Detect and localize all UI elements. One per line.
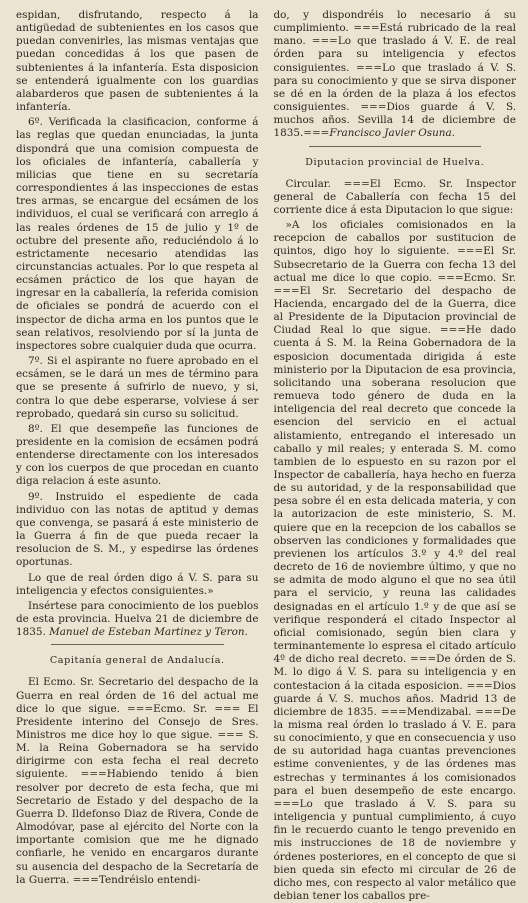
publication-note [16, 600, 259, 639]
two-column-body [16, 9, 516, 902]
circular-body: »A los oficiales comisionados en la recepcion de caballos por sustitucion de quintos, digo hoy lo siguiente. ===El Sr. Subsecretario de la Guerra con fecha 13 del actual me dice lo que copio. ===Ecmo. Sr. ===El Sr. Secretario del despacho de Hacienda, encargado del de la Guerra, dice al Presidente de la Diputacion provincial de Ciudad Real lo que sigue. ===He dado cuenta á S. M. la Reina Gobernadora de la esposicion documentada dirigida á este ministerio por la Diputacion de esa provincia, solicitando una soberana resolucion que remueva todo género de duda en la inteligencia del real decreto que concede la esencion del servicio en el actual alistamiento, entregando el interesado un caballo y mil reales; y enterada S. M. como tambien de lo espuesto en su razon por el Inspector de caballería, haya hecho en fuerza de su autoridad, y de la responsabilidad que pesa sobre él en esta delicada materia, y con la autorizacion de este ministerio, S. M. quiere que en la recepcion de los caballos se observen las condiciones y formalidades que previenen los artículos 3.º y 4.º del real decreto de 16 de noviembre último, y que no se admita de modo alguno el que no sea útil para el servicio, y reuna las calidades designadas en el artículo 1.º y de que así se verifique responderá el citado Inspector al oficial comisionado, según bien clara y terminantemente lo espresa el citado artículo 4º de dicho real decreto. ===De órden de S. M. lo digo á V. S. para su inteligencia y en contestacion á la citada esposicion. ===Dios guarde á V. S. muchos años. Madrid 13 de diciembre de 1835. ===Mendizabal. ===De la misma real órden lo traslado á V. E. para su conocimiento, y que en consecuencia y uso de su autoridad haga cuantas prevenciones estime convenientes, y de las órdenes mas estrechas y terminantes á los comisionados para el buen desempeño de este encargo. ===Lo que traslado á V. S. para su inteligencia y puntual cumplimiento, á cuyo fin le recuerdo cuanto le tengo prevenido en mis instrucciones de 18 de noviembre y órdenes posteriores, en el concepto de que si bien queda sin efecto mi circular de 26 de dicho mes, con respecto al valor metálico que debian tener los caballos pre- [273, 219, 516, 902]
section-divider [309, 146, 482, 147]
decree-continuation [274, 9, 517, 141]
paragraph-continuation: espidan, disfrutando, respecto á la antigüedad de subtenientes en los casos que puedan convenirles, las mismas ventajas que puedan concedidas á los que pasen de subtenientes á la infantería. Esta disposicion se entenderá igualmente con los guardias alabarderos que pasen de subtenientes á la infantería. [16, 9, 259, 114]
decree-continuation-text: do, y dispondréis lo necesario á su cumplimiento. ===Está rubricado de la real mano. ===Lo que traslado á V. E. de real órden para su inteligencia y efectos consiguientes. ===Lo que traslado á V. S. para su conocimiento y que se sirva disponer se dé en la órden de la plaza á los efectos consiguientes. ===Dios guarde á V. S. muchos años. Sevilla 14 de diciembre de [273, 9, 516, 127]
section-heading-diputacion: Diputacion provincial de Huelva. [305, 156, 485, 168]
signature: Manuel de Esteban Martinez y Teron. [49, 626, 248, 639]
closing-formula: Lo que de real órden digo á V. S. para su inteligencia y efectos consiguientes.» [16, 571, 259, 597]
publication-note-text: Insértese para conocimiento de los pueblos de esta provincia. Huelva 21 de diciembre de [16, 599, 259, 626]
article-7: 7º. Si el aspirante no fuere aprobado en el ecsámen, se le dará un mes de término para que se presente á sufrirlo de nuevo, y si, contra lo que debe esperarse, volviese á ser reprobado, quedará sin curso su solicitud. [16, 355, 259, 420]
section-heading-capitania: Capitanía general de Andalucía. [49, 655, 225, 667]
article-8: 8º. El que desempeñe las funciones de presidente en la comision de ecsámen podrá entenderse directamente con los interesados y con los cuerpos de que procedan en cuanto diga relacion á este asunto. [16, 422, 259, 488]
right-column [273, 9, 517, 902]
article-6: 6º. Verificada la clasificacion, conforme á las reglas que quedan enunciadas, la junta dispondrá que una comision compuesta de los oficiales de infantería, caballería y milicias que tiene en su secretaría correspondientes á las inspecciones de estas tres armas, se encargue del ecsámen de los individuos, el cual se verificará con arreglo á las reales órdenes de 15 de julio y 1º de octubre del presente año, reduciéndolo á lo estrictamente necesario atendidas las circunstancias actuales. Por lo que respeta al ecsámen práctico de los que hayan de ingresar en la caballería, la referida comision de oficiales se pondrá de acuerdo con el inspector de dicha arma en los puntos que le sean relativos, resolviendo por sí la junta de inspectores sobre cualquier duda que ocurra. [16, 116, 259, 352]
section-divider [51, 644, 224, 645]
circular-intro: Circular. ===El Ecmo. Sr. Inspector general de Caballería con fecha 15 del corriente dice á esta Diputacion lo que sigue: [273, 177, 516, 216]
decree-year: 1835. [273, 127, 304, 140]
article-9: 9º. Instruido el espediente de cada individuo con las notas de aptitud y demas que convenga, se pasará á este ministerio de la Guerra á fin de que pueda recaer la resolucion de S. M., y espedirse las órdenes oportunas. [16, 490, 259, 569]
left-column [16, 9, 259, 886]
signature-osuna: ===Francisco Javier Osuna. [303, 127, 455, 140]
decree-paragraph: El Ecmo. Sr. Secretario del despacho de la Guerra en real órden de 16 del actual me dice lo que sigue. ===Ecmo. Sr. === El Presidente interino del Consejo de Sres. Ministros me dice hoy lo que sigue. === S. M. la Reina Gobernadora se ha servido dirigirme con esta fecha el real decreto siguiente. ===Habiendo tenido á bien resolver por decreto de esta fecha, que mi Secretario de Estado y del despacho de la Guerra D. Ildefonso Diaz de Rivera, Conde de Almodóvar, pase al ejército del Norte con la importante comision que me he dignado confiarle, he venido en encargaros durante su ausencia del despacho de la Secretaría de la Guerra. ===Tendréislo entendi- [16, 676, 259, 886]
publication-year: 1835. [16, 626, 46, 639]
